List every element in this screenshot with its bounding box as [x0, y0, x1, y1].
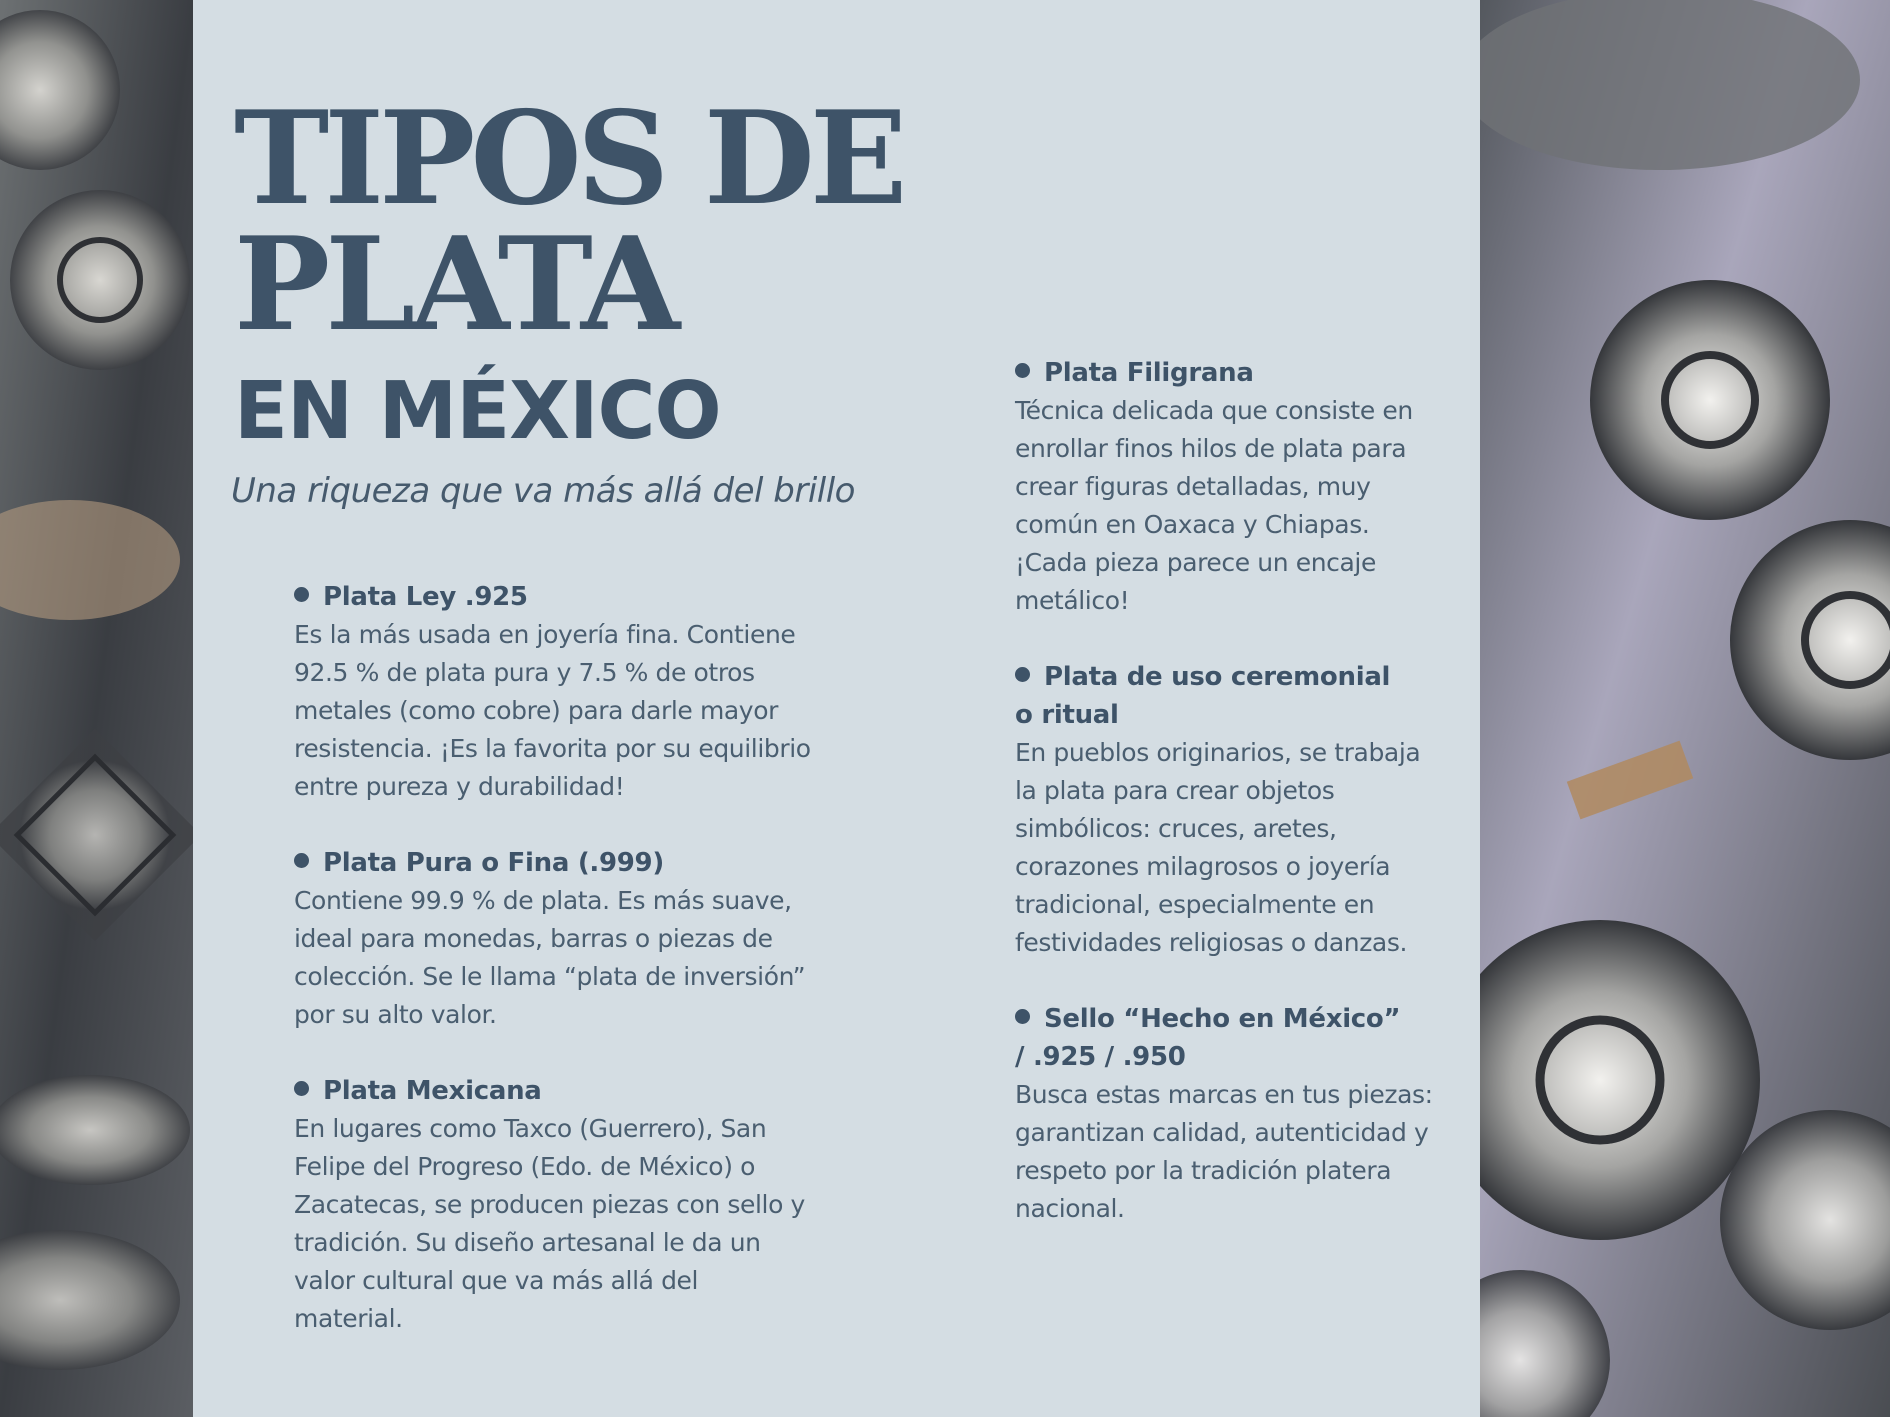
- list-item: [294, 1072, 814, 1338]
- item-heading: Plata Pura o Fina (.999): [294, 844, 814, 882]
- item-heading: Plata Filigrana: [1015, 354, 1445, 392]
- item-text: Es la más usada en joyería fina. Contiene 92.5 % de plata pura y 7.5 % de otros metales (como cobre) para darle mayor resistencia. ¡Es la favorita por su equilibrio entre pureza y durabilidad!: [294, 620, 811, 801]
- bullet-icon: [1015, 667, 1030, 682]
- item-text: En lugares como Taxco (Guerrero), San Felipe del Progreso (Edo. de México) o Zacatecas, se producen piezas con sello y tradición. Su diseño artesanal le da un valor cultural que va más allá del material.: [294, 1114, 805, 1333]
- item-heading: Sello “Hecho en México” / .925 / .950: [1015, 1004, 1401, 1072]
- item-text: Busca estas marcas en tus piezas: garantizan calidad, autenticidad y respeto por la tradición platera nacional.: [1015, 1080, 1433, 1223]
- item-text: Contiene 99.9 % de plata. Es más suave, ideal para monedas, barras o piezas de colección. Se le llama “plata de inversión” por su alto valor.: [294, 886, 806, 1029]
- tagline: Una riqueza que va más allá del brillo: [231, 471, 855, 511]
- list-item: [1015, 658, 1445, 962]
- bullet-icon: [294, 1081, 309, 1096]
- list-item: [294, 844, 814, 1034]
- item-text: En pueblos originarios, se trabaja la plata para crear objetos simbólicos: cruces, aretes, corazones milagrosos o joyería tradicional, especialmente en festividades religiosas o danzas.: [1015, 738, 1421, 957]
- list-item: [1015, 1000, 1445, 1228]
- bullet-icon: [1015, 363, 1030, 378]
- silver-filigree-flowers-photo: [1480, 0, 1890, 1417]
- right-column: [1015, 354, 1445, 1228]
- list-item: [294, 578, 814, 806]
- list-item: [1015, 354, 1445, 620]
- silver-jewelry-photo: [0, 0, 193, 1417]
- item-heading: Plata de uso ceremonial o ritual: [1015, 662, 1391, 730]
- item-heading: Plata Ley .925: [294, 578, 814, 616]
- page-subtitle: EN MÉXICO: [234, 365, 721, 457]
- bullet-icon: [294, 587, 309, 602]
- bullet-icon: [1015, 1009, 1030, 1024]
- left-column: [294, 578, 814, 1338]
- item-text: Técnica delicada que consiste en enrollar finos hilos de plata para crear figuras detalladas, muy común en Oaxaca y Chiapas. ¡Cada pieza parece un encaje metálico!: [1015, 396, 1413, 615]
- page-title: TIPOS DE PLATA: [234, 84, 903, 360]
- bullet-icon: [294, 853, 309, 868]
- item-heading: Plata Mexicana: [294, 1072, 814, 1110]
